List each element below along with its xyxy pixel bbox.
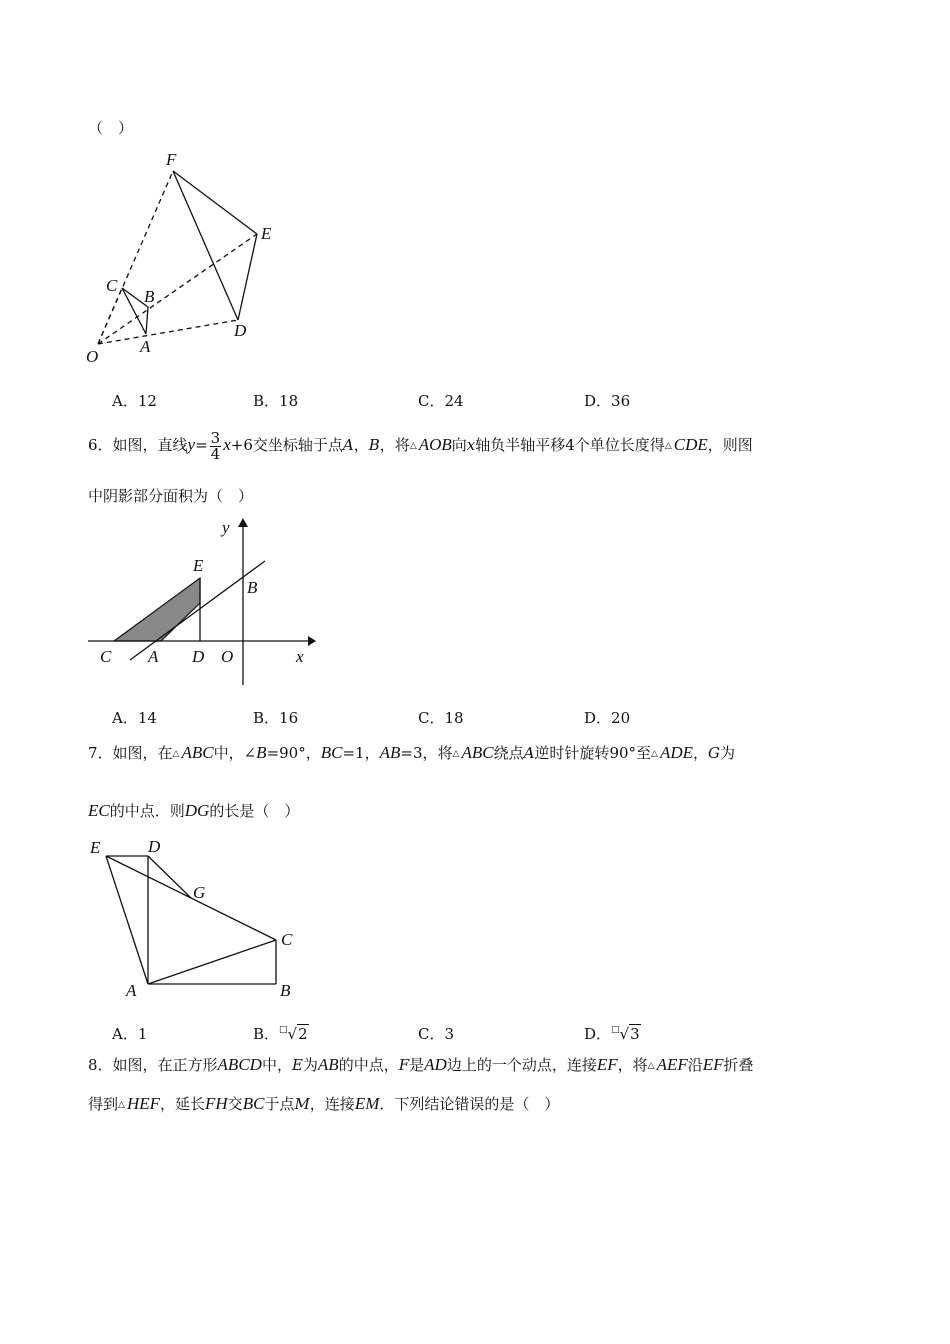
q5-option-a: A．12	[112, 392, 157, 410]
q7-label-B: B	[280, 981, 291, 1000]
q7-line-DG	[148, 856, 191, 898]
q7-option-d: D．□√3	[584, 1025, 640, 1043]
q5-label-O: O	[86, 347, 99, 366]
q7-figure	[80, 832, 310, 1007]
q7-line-EA	[106, 856, 148, 984]
q5-answer-blank: （ ）	[88, 119, 134, 137]
q5-label-D: D	[234, 321, 247, 340]
q7-label-A: A	[126, 981, 137, 1000]
q6-label-D: D	[192, 647, 205, 666]
q5-line-CA	[122, 288, 146, 334]
q5-option-b: B．18	[253, 392, 299, 410]
q5-label-A: A	[140, 337, 151, 356]
q8-stem-line1: 8．如图，在正方形ABCD中，E为AB的中点，F是AD边上的一个动点，连接EF，将△ AEF沿EF折叠	[88, 1055, 754, 1074]
q6-label-y: y	[222, 518, 230, 537]
q7-label-C: C	[281, 930, 293, 949]
q6-option-c: C．18	[418, 709, 464, 727]
q6-label-x: x	[296, 647, 304, 666]
q6-option-b: B．16	[253, 709, 299, 727]
q7-stem-line2: EC的中点．则DG的长是（ ）	[88, 801, 300, 820]
q5-line-FE	[173, 171, 257, 234]
q6-y-arrow	[238, 518, 248, 527]
q5-option-d: D．36	[584, 392, 631, 410]
q7-option-c: C．3	[418, 1025, 455, 1043]
q6-label-E: E	[193, 556, 204, 575]
q6-option-a: A．14	[112, 709, 157, 727]
q6-shaded-region	[114, 578, 200, 641]
q6-label-C: C	[100, 647, 112, 666]
q6-option-d: D．20	[584, 709, 631, 727]
q6-label-A: A	[148, 647, 159, 666]
q7-stem-line1: 7．如图，在△ ABC中，∠B=90°，BC=1，AB=3，将△ ABC绕点A逆时针旋转90°至△ ADE，G为	[88, 743, 736, 762]
q5-label-C: C	[106, 276, 118, 295]
q6-fraction: $\frac{3}{4}$	[210, 428, 221, 463]
q7-option-b: B．□√2	[253, 1025, 308, 1043]
q5-option-c: C．24	[418, 392, 464, 410]
q7-label-G: G	[193, 883, 206, 902]
q5-label-B: B	[144, 287, 155, 306]
q5-line-FD	[173, 171, 238, 320]
q7-label-E: E	[90, 838, 101, 857]
q8-stem-line2: 得到△ HEF，延长FH交BC于点M，连接EM．下列结论错误的是（ ）	[88, 1094, 560, 1113]
q7-option-a: A．1	[112, 1025, 148, 1043]
q6-line-AB	[130, 561, 265, 660]
q5-figure	[80, 145, 290, 370]
q6-figure	[80, 515, 325, 690]
q5-label-E: E	[261, 224, 272, 243]
q6-stem-line2: 中阴影部分面积为（ ）	[88, 487, 254, 505]
q5-line-OD	[98, 320, 238, 344]
q5-line-OC	[98, 288, 122, 344]
q5-line-ED	[238, 234, 257, 320]
q6-label-O: O	[221, 647, 234, 666]
q6-x-arrow	[308, 636, 316, 646]
q7-line-AC	[148, 940, 276, 984]
q7-label-D: D	[148, 837, 161, 856]
q6-label-B: B	[247, 578, 258, 597]
q6-stem-line1: 6．如图，直线y= $\frac{3}{4}$ x+6交坐标轴于点A，B，将△ AOB向x轴负半轴平移4个单位长度得△ CDE，则图	[88, 428, 753, 463]
q5-label-F: F	[166, 150, 177, 169]
